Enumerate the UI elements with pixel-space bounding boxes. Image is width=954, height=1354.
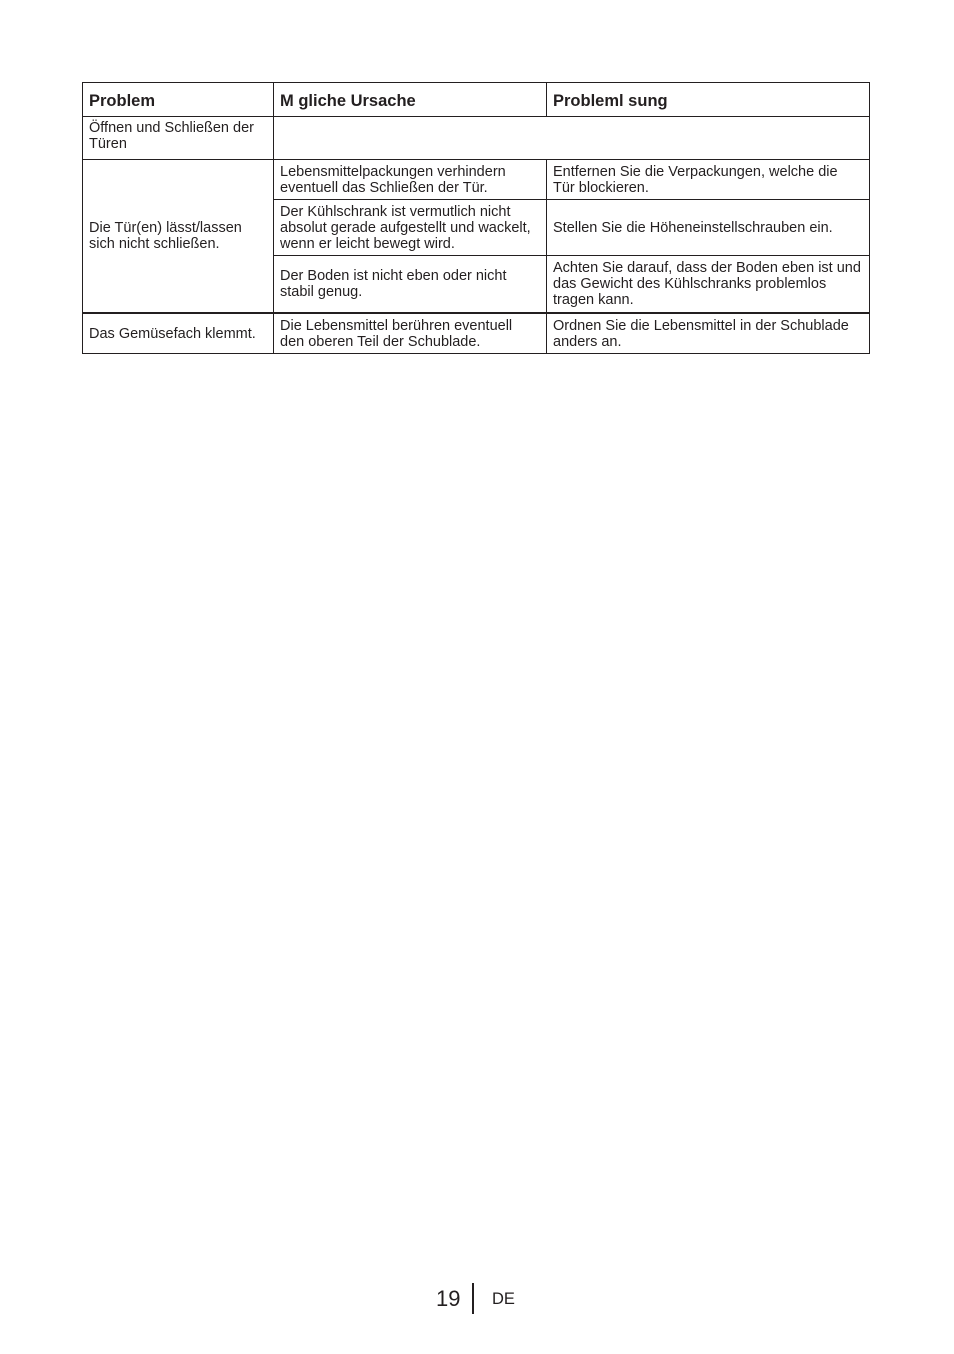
cause-cell: Der Boden ist nicht eben oder nicht stabil genug.	[274, 256, 547, 314]
page-number: 19	[436, 1286, 461, 1311]
table-header-row	[83, 83, 870, 117]
problem-cell: Die Tür(en) lässt/lassen sich nicht schließen.	[83, 160, 274, 314]
cause-cell: Lebensmittelpackungen verhindern eventuell das Schließen der Tür.	[274, 160, 547, 200]
language-code: DE	[492, 1290, 515, 1308]
solution-cell: Entfernen Sie die Verpackungen, welche die Tür blockieren.	[547, 160, 870, 200]
problem-cell: Das Gemüsefach klemmt.	[83, 313, 274, 354]
solution-cell: Stellen Sie die Höheneinstellschrauben ein.	[547, 200, 870, 256]
section-empty-cell	[274, 117, 870, 160]
table-row	[83, 160, 870, 200]
header-problem: Problem	[83, 83, 274, 117]
cause-cell: Der Kühlschrank ist vermutlich nicht absolut gerade aufgestellt und wackelt, wenn er leicht bewegt wird.	[274, 200, 547, 256]
header-possible-cause: M gliche Ursache	[274, 83, 547, 117]
solution-cell: Achten Sie darauf, dass der Boden eben ist und das Gewicht des Kühlschranks problemlos tragen kann.	[547, 256, 870, 314]
table-row	[83, 313, 870, 354]
solution-cell: Ordnen Sie die Lebensmittel in der Schublade anders an.	[547, 313, 870, 354]
cause-cell: Die Lebensmittel berühren eventuell den oberen Teil der Schublade.	[274, 313, 547, 354]
troubleshooting-table	[82, 82, 870, 354]
page-footer	[0, 1283, 954, 1317]
section-title: Öffnen und Schließen der Türen	[83, 117, 274, 160]
footer-divider	[472, 1283, 474, 1314]
header-solution: Probleml sung	[547, 83, 870, 117]
section-row	[83, 117, 870, 160]
